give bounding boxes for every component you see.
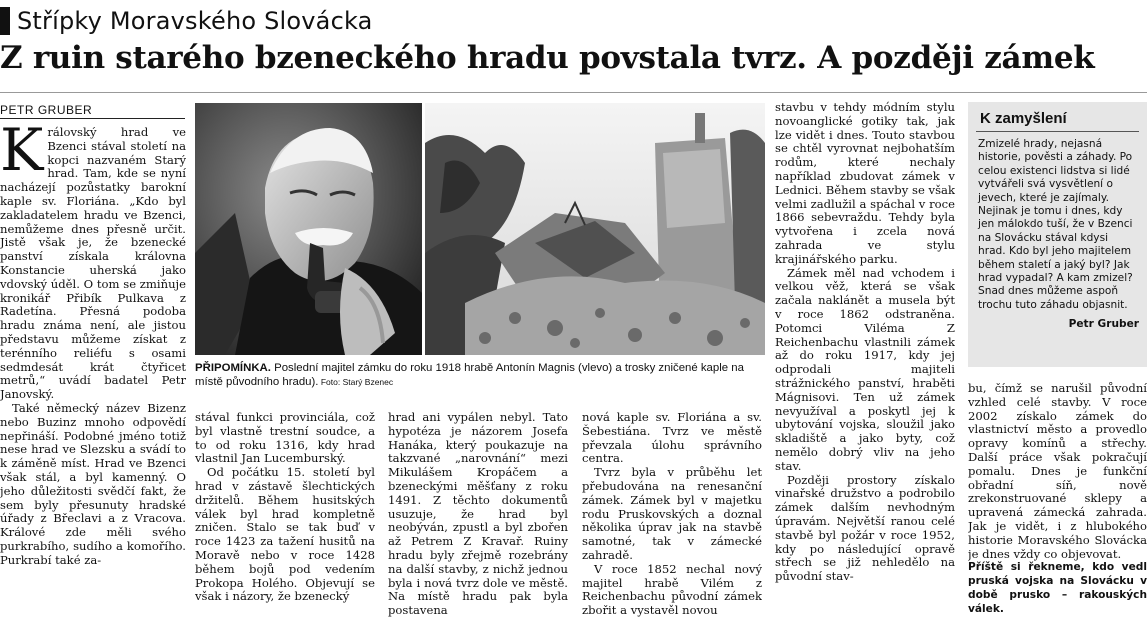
col2-paragraph-1: stával funkci provinciála, což byl vlastně trestní soudce, a to od roku 1316, kdy hrad vlastnil Jan Lucemburský. xyxy=(195,411,375,466)
col4u-paragraph-1: stavbu v tehdy módním stylu novoanglické gotiky tak, jak lze vidět i dnes. Touto stavbou se chtěl vyrovnat nejbohatším rodům, které nechaly například zbudovat zámek v Lednici. Během stavby se však velmi zadlužil a spáchal v roce 1866 sebevraždu. Tehdy byla vytvořena i zcela nová zahrada ve stylu krajinářského parku. xyxy=(775,101,955,266)
kicker-bar xyxy=(0,7,10,35)
col4-paragraph-3: V roce 1852 nechal nový majitel hrabě Vilém z Reichenbachu původní zámek zbořit a vystavěl novou xyxy=(582,561,762,618)
sidebar-signature: Petr Gruber xyxy=(1068,318,1139,331)
section-kicker xyxy=(0,6,373,36)
col5-closing: Příště si řekneme, kdo vedl pruská vojska na Slovácku v době prusko – rakouských válek. xyxy=(968,561,1147,615)
headline: Z ruin starého bzeneckého hradu povstala tvrz. A později zámek xyxy=(0,40,1095,76)
column-1 xyxy=(0,126,186,641)
author-byline: PETR GRUBER xyxy=(0,103,93,117)
caption-text: Poslední majitel zámku do roku 1918 hrabě Antonín Magnis (vlevo) a trosky zničené kaple na místě původního hradu). xyxy=(195,362,744,388)
col1-paragraph-2: Také německý název Bizenz nebo Buzinz mnoho odpovědí nepřináší. Podobné jméno totiž nese hrad ve Slezsku a svádí to k záměně míst. Hrad ve Bzenci však stál, a byl kamenný. O jeho důležitosti svědčí fakt, že sem byly přesunuty hradské úřady z Břeclavi a z Vracova. Králové zde měli svého purkrabího, sudího a komořího. Purkrabí také za- xyxy=(0,400,186,567)
col1-paragraph-1: rálovský hrad ve Bzenci stával století na kopci nazvaném Starý hrad. Tam, kde se nyní nacházejí pozůstatky barokní kaple sv. Floriána. „Kdo byl zakladatelem hradu ve Bzenci, nemůžeme dnes přesně určit. Jistě však je, že bzenecké panství získala královna Konstancie uherská jako vdovský úděl. O tom se zmiňuje kronikář Přibík Pulkava z Radetína. Přesná podoba hradu známa není, ale jistou představu můžeme získat z terénního reliéfu s osami sedmdesát krát čtyřicet metrů,“ uvádí badatel Petr Janovský. xyxy=(0,126,186,402)
col4u-paragraph-2: Zámek měl nad vchodem i velkou věž, která se však začala naklánět a musela být v roce 1862 odstraněna. Potomci Viléma Z Reichenbachu vlastnili zámek až do roku 1917, kdy jej odprodali majiteli strážnického panství, hraběti Mágnisovi. Ten už zámek nevyužíval a poskytl jej k ubytování vojska, sloužil jako skladiště a jako byty, což nemělo dobrý vliv na jeho stav. xyxy=(775,265,955,473)
caption-lead: PŘIPOMÍNKA. xyxy=(195,362,271,374)
column-2 xyxy=(195,411,375,641)
column-4-lower xyxy=(582,411,762,641)
sidebar-title: K zamyšlení xyxy=(980,110,1067,127)
sidebar-rule xyxy=(976,131,1139,132)
drop-cap: K xyxy=(0,126,44,184)
sidebar-box xyxy=(968,102,1147,367)
col4u-paragraph-3: Později prostory získalo vinařské družstvo a podrobilo zámek dalším nevhodným úpravám. Největší ranou celé stavbě byl požár v roce 1952, kdy po následující opravě střech se již nehledělo na původní stav- xyxy=(775,472,955,584)
sidebar-text: Zmizelé hrady, nejasná historie, pověsti a záhady. Po celou existenci lidstva si lidé vytvářeli svá vysvětlení o jevech, které je zajímaly. Nejinak je tomu i dnes, kdy jen málokdo tuší, že v Bzenci na Slovácku stával kdysi hrad. Kdo byl jeho majitelem během staletí a jaký byl? Jak hrad vypadal? A kam zmizel? Snad dnes můžeme aspoň trochu tuto záhadu objasnit. xyxy=(978,138,1133,311)
column-5 xyxy=(968,382,1147,641)
headline-rule xyxy=(0,92,1147,93)
col3-paragraph-1: hrad ani vypálen nebyl. Tato hypotéza je názorem Josefa Hanáka, který poukazuje na takzvané „narovnání“ mezi Mikulášem Kropáčem a bzeneckými měšťany z roku 1491. Z těchto dokumentů usuzuje, že hrad byl neobýván, zpustl a byl zbořen až Petrem Z Kravař. Ruiny hradu byly zřejmě rozebrány na další stavby, z nichž jednou byla i nová tvrz dole ve městě. Na místě hradu pak byla postavena xyxy=(388,411,568,618)
column-3 xyxy=(388,411,568,641)
portrait-photo xyxy=(195,103,422,355)
ruins-photo xyxy=(425,103,765,355)
col5-paragraph-1: bu, čímž se narušil původní vzhled celé stavby. V roce 2002 získalo zámek do vlastnictví město a provedlo opravy komínů a střechy. Další práce však pokračují pomalu. Dnes je funkční obřadní síň, nově zrekonstruované sklepy a upravená zámecká zahrada. Jak je vidět, i z hlubokého historie Moravského Slovácka je dnes vždy co objevovat. xyxy=(968,382,1147,561)
col2-paragraph-2: Od počátku 15. století byl hrad v zástavě šlechtických držitelů. Během husitských válek byl hrad kompletně zničen. Stalo se tak buď v roce 1423 za tažení husitů na Moravě nebo v roce 1428 během bojů pod vedením Prokopa Holého. Objevují se však i názory, že bzenecký xyxy=(195,465,375,604)
caption-credit: Foto: Starý Bzenec xyxy=(318,377,394,387)
photo-caption xyxy=(195,361,765,389)
col4-paragraph-2: Tvrz byla v průběhu let přebudována na renesanční zámek. Zámek byl v majetku rodu Pruskovských a doznal několika úprav jak na stavbě samotné, tak v zámecké zahradě. xyxy=(582,465,762,562)
col4-paragraph-1: nová kaple sv. Floriána a sv. Šebestiána. Tvrz ve městě převzala úlohu správního centra. xyxy=(582,411,762,466)
section-title: Střípky Moravského Slovácka xyxy=(17,7,373,35)
author-rule xyxy=(0,118,185,119)
column-4-upper xyxy=(775,101,955,641)
